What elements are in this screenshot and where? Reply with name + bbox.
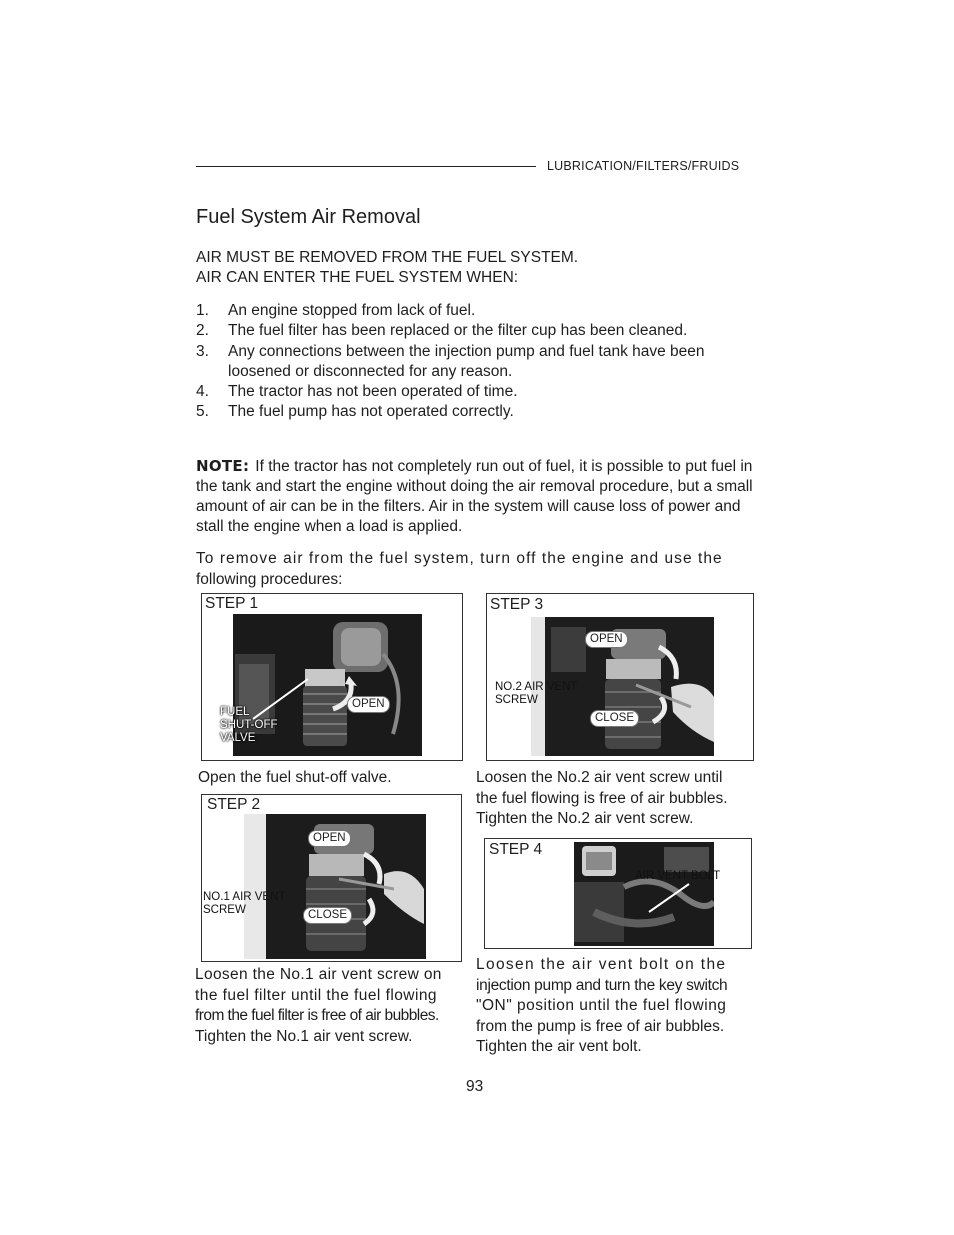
step-4-box: [484, 838, 752, 949]
list-item: [196, 321, 766, 341]
step-4-photo: [574, 842, 714, 946]
step-3-label: STEP 3: [490, 596, 544, 613]
step-1-box: [201, 593, 463, 761]
step-3-box: [486, 593, 754, 761]
note-paragraph: [196, 456, 760, 537]
caption-line: the fuel flowing is free of air bubbles.: [476, 789, 728, 807]
list-item-number: 1.: [196, 302, 209, 319]
caption-line: Loosen the No.1 air vent screw on: [195, 966, 442, 983]
header-rule: [196, 166, 536, 167]
page-number: 93: [466, 1078, 484, 1095]
caption-line: from the pump is free of air bubbles.: [476, 1017, 725, 1035]
step-2-close-callout: CLOSE: [303, 907, 352, 924]
caption-line: Tighten the No.2 air vent screw.: [476, 810, 694, 827]
page-title: Fuel System Air Removal: [196, 206, 421, 228]
caption-line: Loosen the air vent bolt on the: [476, 956, 727, 973]
list-item-text: The fuel filter has been replaced or the filter cup has been cleaned.: [228, 322, 688, 340]
callout-text: NO.2 AIR VENT: [495, 681, 578, 693]
intro-line: following procedures:: [196, 570, 343, 588]
step-1-open-callout: OPEN: [347, 696, 390, 713]
list-item-text: An engine stopped from lack of fuel.: [228, 302, 476, 319]
warning-line: AIR CAN ENTER THE FUEL SYSTEM WHEN:: [196, 269, 519, 286]
list-item-number: 4.: [196, 383, 209, 401]
callout-text: NO.1 AIR VENT: [203, 891, 286, 903]
list-item: [196, 402, 766, 422]
step-2-open-callout: OPEN: [308, 830, 351, 847]
list-item-number: 3.: [196, 342, 209, 360]
list-item-text: Any connections between the injection pump and fuel tank have been loosened or disconnected for any reason.: [228, 342, 705, 380]
caption-line: "ON" position until the fuel flowing: [476, 997, 727, 1014]
callout-text: VALVE: [220, 732, 256, 744]
callout-text: SCREW: [203, 904, 246, 916]
caption-line: Tighten the No.1 air vent screw.: [195, 1027, 413, 1045]
list-item-number: 5.: [196, 403, 209, 421]
caption-line: from the fuel filter is free of air bubbles.: [195, 1007, 439, 1024]
step-1-caption: Open the fuel shut-off valve.: [198, 769, 392, 786]
intro-line: To remove air from the fuel system, turn off the engine and use the: [196, 550, 723, 567]
warning-line: AIR MUST BE REMOVED FROM THE FUEL SYSTEM.: [196, 249, 579, 266]
callout-text: SHUT-OFF: [220, 719, 278, 731]
callout-text: SCREW: [495, 694, 538, 706]
list-item: [196, 301, 766, 321]
caption-line: the fuel filter until the fuel flowing: [195, 986, 437, 1004]
note-label: NOTE:: [196, 457, 250, 475]
caption-line: Tighten the air vent bolt.: [476, 1038, 642, 1055]
list-item: [196, 382, 766, 402]
step-3-open-callout: OPEN: [585, 631, 628, 648]
step-2-screw-label: [203, 891, 285, 917]
note-text: If the tractor has not completely run out of fuel, it is possible to put fuel in the tank and start the engine without doing the air removal procedure, but a small amount of air can be in the filters. Air in the system will cause loss of power and stall the engine when a load is applied.: [196, 458, 753, 535]
step-4-bolt-label: AIR VENT BOLT: [635, 870, 721, 882]
step-4-label: STEP 4: [489, 841, 543, 858]
step-2-caption: [195, 965, 442, 1047]
step-3-caption: [476, 768, 728, 830]
step-2-box: [201, 794, 462, 962]
section-header: LUBRICATION/FILTERS/FRUIDS: [547, 159, 740, 173]
list-item-text: The fuel pump has not operated correctly.: [228, 403, 514, 421]
step-3-close-callout: CLOSE: [590, 710, 639, 727]
list-item: [196, 342, 756, 383]
step-2-label: STEP 2: [207, 796, 261, 813]
caption-line: injection pump and turn the key switch: [476, 976, 728, 994]
list-item-text: The tractor has not been operated of time.: [228, 383, 518, 401]
condition-list: [196, 301, 766, 423]
callout-text: FUEL: [220, 706, 250, 718]
warning-block: [196, 248, 578, 288]
caption-line: Loosen the No.2 air vent screw until: [476, 769, 723, 786]
step-3-screw-label: [495, 681, 577, 707]
step-1-label: STEP 1: [205, 595, 259, 612]
procedure-intro: [196, 549, 760, 590]
list-item-number: 2.: [196, 322, 209, 340]
step-1-valve-label: [220, 706, 278, 745]
step-4-caption: [476, 955, 727, 1058]
